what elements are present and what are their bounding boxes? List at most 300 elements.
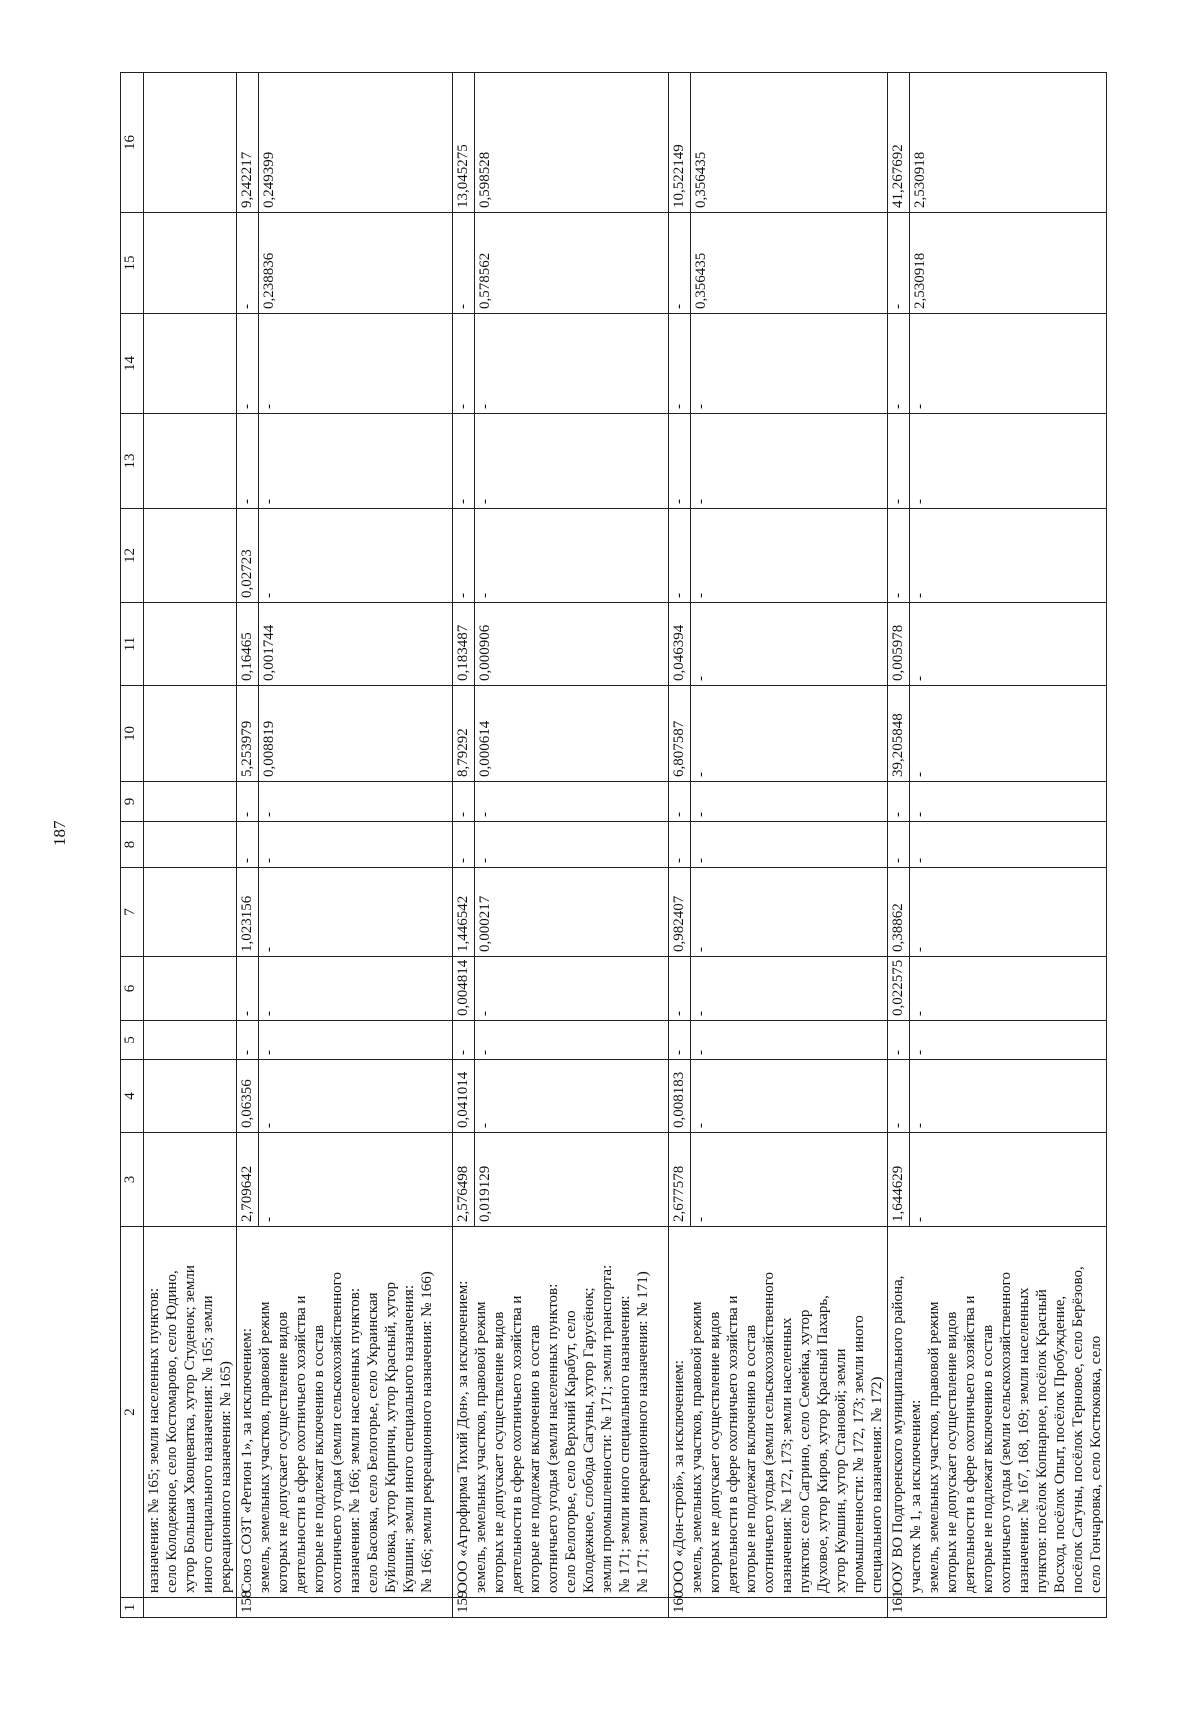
total-value: 0,004814: [455, 959, 471, 1016]
excluded-value: -: [693, 593, 709, 598]
total-value: 0,06356: [239, 1079, 255, 1128]
subtotal-divider: [690, 213, 691, 313]
row-number-cell: [144, 1598, 237, 1618]
value-cell-col-8: [453, 822, 669, 868]
excluded-value: -: [261, 858, 277, 863]
description-line: земель, земельных участков, правовой режим: [689, 1301, 705, 1593]
description-line: ООО «Дон-строй», за исключением:: [671, 1360, 687, 1593]
total-value: 6,807587: [671, 720, 687, 777]
value-cell-col-10: [888, 686, 1107, 782]
excluded-value: -: [261, 1011, 277, 1016]
value-cell-col-6: [669, 957, 888, 1021]
total-value: -: [671, 1050, 687, 1055]
row-number-cell: 159: [453, 1598, 669, 1618]
subtotal-divider: [909, 603, 910, 685]
description-line: которые не подлежат включению в состав: [980, 1324, 996, 1593]
value-cell-col-9: [144, 782, 237, 822]
value-cell-col-9: [669, 782, 888, 822]
total-value: 8,79292: [455, 728, 471, 777]
description-line: назначения: № 172, 173; земли населенных: [779, 1317, 795, 1593]
row-number-cell: 158: [237, 1598, 453, 1618]
excluded-value: -: [912, 947, 928, 952]
value-cell-col-12: [237, 509, 453, 603]
subtotal-divider: [690, 822, 691, 867]
description-line: посёлок Сагуны, посёлок Терновое, село Берёзово,: [1070, 1266, 1086, 1593]
excluded-value: -: [261, 812, 277, 817]
value-cell-col-16: [237, 73, 453, 213]
excluded-value: -: [912, 593, 928, 598]
subtotal-divider: [909, 1133, 910, 1226]
description-cell: [669, 1227, 888, 1598]
total-value: -: [890, 812, 906, 817]
subtotal-divider: [258, 73, 259, 212]
description-line: охотничьего угодья (земли населенных пунктов:: [545, 1283, 561, 1593]
value-cell-col-5: [237, 1021, 453, 1060]
excluded-value: 0,000614: [477, 720, 493, 777]
value-cell-col-4: [888, 1060, 1107, 1133]
description-line: которых не допускает осуществление видов: [275, 1311, 291, 1593]
value-cell-col-8: [669, 822, 888, 868]
excluded-value: -: [912, 1050, 928, 1055]
subtotal-divider: [690, 73, 691, 212]
subtotal-divider: [690, 509, 691, 602]
value-cell-col-5: [144, 1021, 237, 1060]
excluded-value: -: [477, 1123, 493, 1128]
total-value: -: [890, 499, 906, 504]
excluded-value: -: [693, 858, 709, 863]
subtotal-divider: [690, 1133, 691, 1226]
description-line: охотничьего угодья (земли сельскохозяйственного: [329, 1272, 345, 1593]
column-number-3: 3: [121, 1133, 144, 1227]
value-cell-col-3: [453, 1133, 669, 1227]
excluded-value: -: [477, 1050, 493, 1055]
excluded-value: -: [912, 1011, 928, 1016]
excluded-value: -: [912, 772, 928, 777]
subtotal-divider: [258, 686, 259, 781]
table-row: [888, 73, 1107, 1618]
total-value: 0,16465: [239, 632, 255, 681]
description-line: Кувшин; земли иного специального назначения:: [401, 1285, 417, 1593]
subtotal-divider: [258, 1133, 259, 1226]
total-value: -: [671, 593, 687, 598]
description-line: село Гончаровка, село Костюковка, село: [1088, 1335, 1104, 1593]
value-cell-col-12: [888, 509, 1107, 603]
excluded-value: -: [477, 858, 493, 863]
description-line: земель, земельных участков, правовой режим: [926, 1301, 942, 1593]
column-number-12: 12: [121, 509, 144, 603]
value-cell-col-16: [144, 73, 237, 213]
total-value: 0,022575: [890, 959, 906, 1016]
value-cell-col-11: [144, 603, 237, 686]
excluded-value: -: [261, 499, 277, 504]
excluded-value: -: [693, 404, 709, 409]
description-line: пунктов: посёлок Копнарное, посёлок Красный: [1034, 1289, 1050, 1593]
description-line: которые не подлежат включению в состав: [311, 1324, 327, 1593]
description-line: рекреационного назначения: № 165): [218, 1361, 234, 1593]
description-line: деятельности в сфере охотничьего хозяйства и: [962, 1295, 978, 1593]
total-value: 1,023156: [239, 895, 255, 952]
total-value: -: [239, 812, 255, 817]
excluded-value: -: [261, 1050, 277, 1055]
value-cell-col-10: [669, 686, 888, 782]
total-value: -: [239, 858, 255, 863]
total-value: 0,02723: [239, 549, 255, 598]
subtotal-divider: [474, 957, 475, 1020]
description-line: деятельности в сфере охотничьего хозяйства и: [509, 1295, 525, 1593]
value-cell-col-3: [237, 1133, 453, 1227]
subtotal-divider: [258, 213, 259, 313]
total-value: 13,045275: [455, 144, 471, 208]
value-cell-col-12: [453, 509, 669, 603]
subtotal-divider: [474, 686, 475, 781]
value-cell-col-8: [144, 822, 237, 868]
excluded-value: 0,000906: [477, 624, 493, 681]
subtotal-divider: [909, 73, 910, 212]
value-cell-col-11: [888, 603, 1107, 686]
table-row: [237, 73, 453, 1618]
subtotal-divider: [258, 822, 259, 867]
subtotal-divider: [690, 957, 691, 1020]
excluded-value: 0,356435: [693, 151, 709, 208]
value-cell-col-7: [669, 868, 888, 957]
total-value: -: [239, 1050, 255, 1055]
excluded-value: -: [261, 947, 277, 952]
column-number-2: 2: [121, 1227, 144, 1598]
description-cell: [453, 1227, 669, 1598]
total-value: -: [671, 404, 687, 409]
description-line: № 171; земли рекреационного назначения: № 171): [635, 1271, 651, 1593]
value-cell-col-7: [453, 868, 669, 957]
subtotal-divider: [258, 603, 259, 685]
total-value: 41,267692: [890, 144, 906, 208]
total-value: -: [455, 858, 471, 863]
excluded-value: -: [912, 404, 928, 409]
total-value: -: [671, 812, 687, 817]
description-cell: [888, 1227, 1107, 1598]
subtotal-divider: [258, 782, 259, 821]
subtotal-divider: [690, 414, 691, 508]
table-row: [144, 73, 237, 1618]
subtotal-divider: [474, 509, 475, 602]
description-line: Духовое, хутор Киров, хутор Красный Пахарь,: [815, 1295, 831, 1593]
description-line: иного специального назначения: № 165; земли: [200, 1295, 216, 1593]
value-cell-col-14: [144, 314, 237, 414]
value-cell-col-10: [237, 686, 453, 782]
value-cell-col-9: [237, 782, 453, 822]
excluded-value: -: [477, 1011, 493, 1016]
value-cell-col-7: [237, 868, 453, 957]
excluded-value: -: [477, 812, 493, 817]
total-value: 0,982407: [671, 895, 687, 952]
subtotal-divider: [474, 603, 475, 685]
land-exclusion-table: [120, 72, 1107, 1618]
subtotal-divider: [474, 1133, 475, 1226]
subtotal-divider: [474, 314, 475, 413]
description-line: деятельности в сфере охотничьего хозяйства и: [725, 1295, 741, 1593]
value-cell-col-5: [453, 1021, 669, 1060]
excluded-value: -: [261, 593, 277, 598]
total-value: -: [239, 304, 255, 309]
description-line: село Колодежное, село Костомарово, село Юдино,: [164, 1270, 180, 1593]
value-cell-col-5: [888, 1021, 1107, 1060]
subtotal-divider: [909, 957, 910, 1020]
description-line: участок № 1, за исключением:: [908, 1399, 924, 1593]
subtotal-divider: [474, 868, 475, 956]
value-cell-col-11: [453, 603, 669, 686]
column-number-4: 4: [121, 1060, 144, 1133]
value-cell-col-8: [237, 822, 453, 868]
value-cell-col-10: [144, 686, 237, 782]
excluded-value: -: [261, 1123, 277, 1128]
column-number-6: 6: [121, 957, 144, 1021]
value-cell-col-11: [669, 603, 888, 686]
excluded-value: -: [693, 1123, 709, 1128]
subtotal-divider: [258, 1021, 259, 1059]
total-value: 0,183487: [455, 624, 471, 681]
column-number-13: 13: [121, 414, 144, 509]
total-value: 0,041014: [455, 1071, 471, 1128]
page-number: 187: [50, 820, 69, 846]
subtotal-divider: [474, 822, 475, 867]
total-value: 5,253979: [239, 720, 255, 777]
excluded-value: -: [693, 499, 709, 504]
excluded-value: -: [912, 812, 928, 817]
subtotal-divider: [474, 1060, 475, 1132]
subtotal-divider: [909, 414, 910, 508]
excluded-value: 0,008819: [261, 720, 277, 777]
description-line: охотничьего угодья (земли сельскохозяйственного: [998, 1272, 1014, 1593]
excluded-value: 0,019129: [477, 1165, 493, 1222]
total-value: -: [455, 812, 471, 817]
description-line: специального назначения: № 172): [869, 1376, 885, 1593]
description-line: которых не допускает осуществление видов: [944, 1311, 960, 1593]
excluded-value: -: [912, 1123, 928, 1128]
value-cell-col-9: [888, 782, 1107, 822]
column-number-7: 7: [121, 868, 144, 957]
description-line: назначения: № 167, 168, 169; земли населенных: [1016, 1287, 1032, 1593]
total-value: -: [455, 304, 471, 309]
column-number-11: 11: [121, 603, 144, 686]
total-value: -: [455, 499, 471, 504]
subtotal-divider: [258, 868, 259, 956]
value-cell-col-15: [237, 213, 453, 314]
subtotal-divider: [474, 1021, 475, 1059]
total-value: 0,046394: [671, 624, 687, 681]
column-number-16: 16: [121, 73, 144, 213]
value-cell-col-3: [144, 1133, 237, 1227]
excluded-value: 2,530918: [912, 151, 928, 208]
description-line: Восход, посёлок Опыт, посёлок Пробуждение,: [1052, 1295, 1068, 1593]
excluded-value: -: [693, 772, 709, 777]
value-cell-col-15: [144, 213, 237, 314]
value-cell-col-4: [453, 1060, 669, 1133]
subtotal-divider: [909, 509, 910, 602]
subtotal-divider: [909, 1021, 910, 1059]
total-value: -: [239, 1011, 255, 1016]
description-line: село Басовка, село Белогорье, село Украинская: [365, 1292, 381, 1593]
description-line: которых не допускает осуществление видов: [491, 1311, 507, 1593]
value-cell-col-10: [453, 686, 669, 782]
excluded-value: 0,598528: [477, 151, 493, 208]
value-cell-col-6: [888, 957, 1107, 1021]
value-cell-col-13: [669, 414, 888, 509]
total-value: -: [890, 304, 906, 309]
total-value: 39,205848: [890, 713, 906, 777]
value-cell-col-3: [888, 1133, 1107, 1227]
description-line: хутор Большая Хвощеватка, хутор Студенок; земли: [182, 1265, 198, 1593]
value-cell-col-14: [888, 314, 1107, 414]
subtotal-divider: [909, 213, 910, 313]
total-value: 2,576498: [455, 1165, 471, 1222]
description-line: № 171; земли иного специального назначения:: [617, 1295, 633, 1593]
subtotal-divider: [690, 603, 691, 685]
subtotal-divider: [690, 782, 691, 821]
total-value: -: [455, 404, 471, 409]
total-value: 0,008183: [671, 1071, 687, 1128]
excluded-value: -: [693, 947, 709, 952]
value-cell-col-15: [453, 213, 669, 314]
total-value: -: [455, 593, 471, 598]
excluded-value: -: [693, 1050, 709, 1055]
value-cell-col-14: [453, 314, 669, 414]
description-line: земель, земельных участков, правовой режим: [257, 1301, 273, 1593]
value-cell-col-12: [669, 509, 888, 603]
description-line: земли промышленности: № 171; земли транспорта:: [599, 1264, 615, 1593]
description-line: назначения: № 166; земли населенных пунктов:: [347, 1287, 363, 1593]
total-value: -: [455, 1050, 471, 1055]
column-number-header-row: [121, 73, 144, 1618]
value-cell-col-16: [888, 73, 1107, 213]
value-cell-col-4: [144, 1060, 237, 1133]
value-cell-col-6: [453, 957, 669, 1021]
subtotal-divider: [474, 213, 475, 313]
value-cell-col-16: [669, 73, 888, 213]
total-value: 10,522149: [671, 144, 687, 208]
total-value: 0,005978: [890, 624, 906, 681]
value-cell-col-14: [237, 314, 453, 414]
description-line: которые не подлежат включению в состав: [743, 1324, 759, 1593]
value-cell-col-15: [888, 213, 1107, 314]
excluded-value: -: [693, 1217, 709, 1222]
subtotal-divider: [690, 314, 691, 413]
total-value: -: [671, 858, 687, 863]
value-cell-col-13: [888, 414, 1107, 509]
subtotal-divider: [258, 509, 259, 602]
total-value: -: [890, 1050, 906, 1055]
total-value: -: [890, 858, 906, 863]
description-line: охотничьего угодья (земли сельскохозяйственного: [761, 1272, 777, 1593]
column-number-5: 5: [121, 1021, 144, 1060]
excluded-value: -: [693, 676, 709, 681]
subtotal-divider: [909, 686, 910, 781]
subtotal-divider: [909, 822, 910, 867]
row-number-cell: 161: [888, 1598, 1107, 1618]
excluded-value: -: [912, 499, 928, 504]
column-number-15: 15: [121, 213, 144, 314]
total-value: -: [239, 404, 255, 409]
table-row: [669, 73, 888, 1618]
subtotal-divider: [909, 868, 910, 956]
description-cell: [144, 1227, 237, 1598]
rotated-table-page: [120, 73, 1104, 1618]
value-cell-col-13: [453, 414, 669, 509]
excluded-value: 0,249399: [261, 151, 277, 208]
column-number-9: 9: [121, 782, 144, 822]
value-cell-col-5: [669, 1021, 888, 1060]
total-value: 9,242217: [239, 151, 255, 208]
subtotal-divider: [258, 314, 259, 413]
description-line: Колодежное, слобода Сагуны, хутор Гарусёнок;: [581, 1287, 597, 1593]
description-line: деятельности в сфере охотничьего хозяйства и: [293, 1295, 309, 1593]
excluded-value: -: [912, 1217, 928, 1222]
total-value: -: [890, 1123, 906, 1128]
value-cell-col-11: [237, 603, 453, 686]
excluded-value: -: [477, 593, 493, 598]
table-row: [453, 73, 669, 1618]
subtotal-divider: [690, 686, 691, 781]
excluded-value: 0,356435: [693, 252, 709, 309]
excluded-value: 0,238836: [261, 252, 277, 309]
value-cell-col-3: [669, 1133, 888, 1227]
subtotal-divider: [909, 314, 910, 413]
subtotal-divider: [474, 782, 475, 821]
value-cell-col-9: [453, 782, 669, 822]
description-line: Союз СОЗТ «Регион 1», за исключением:: [239, 1328, 255, 1593]
value-cell-col-12: [144, 509, 237, 603]
excluded-value: -: [477, 499, 493, 504]
description-line: пунктов: село Сагрино, село Семейка, хутор: [797, 1309, 813, 1593]
subtotal-divider: [474, 414, 475, 508]
table-rotator: [120, 73, 1104, 1618]
subtotal-divider: [258, 957, 259, 1020]
excluded-value: -: [477, 404, 493, 409]
subtotal-divider: [474, 73, 475, 212]
value-cell-col-7: [144, 868, 237, 957]
description-cell: [237, 1227, 453, 1598]
column-number-8: 8: [121, 822, 144, 868]
value-cell-col-4: [669, 1060, 888, 1133]
description-line: которых не допускает осуществление видов: [707, 1311, 723, 1593]
value-cell-col-13: [237, 414, 453, 509]
excluded-value: 0,001744: [261, 624, 277, 681]
description-line: земель, земельных участков, правовой режим: [473, 1301, 489, 1593]
excluded-value: 0,000217: [477, 895, 493, 952]
column-number-1: 1: [121, 1598, 144, 1618]
total-value: -: [890, 593, 906, 598]
description-line: Буйловка, хутор Кирпичи, хутор Красный, хутор: [383, 1281, 399, 1593]
value-cell-col-14: [669, 314, 888, 414]
row-number-cell: 160: [669, 1598, 888, 1618]
total-value: -: [671, 304, 687, 309]
column-number-14: 14: [121, 314, 144, 414]
total-value: 2,677578: [671, 1165, 687, 1222]
description-line: которые не подлежат включению в состав: [527, 1324, 543, 1593]
table-body: [144, 73, 1107, 1618]
description-line: назначения: № 165; земли населенных пунктов:: [146, 1287, 162, 1593]
description-line: № 166; земли рекреационного назначения: № 166): [419, 1271, 435, 1593]
column-number-10: 10: [121, 686, 144, 782]
description-line: село Белогорье, село Верхний Карабут, село: [563, 1310, 579, 1593]
value-cell-col-4: [237, 1060, 453, 1133]
subtotal-divider: [909, 1060, 910, 1132]
excluded-value: -: [912, 858, 928, 863]
total-value: -: [239, 499, 255, 504]
value-cell-col-6: [144, 957, 237, 1021]
total-value: 2,709642: [239, 1165, 255, 1222]
total-value: 1,446542: [455, 895, 471, 952]
value-cell-col-6: [237, 957, 453, 1021]
excluded-value: 0,578562: [477, 252, 493, 309]
